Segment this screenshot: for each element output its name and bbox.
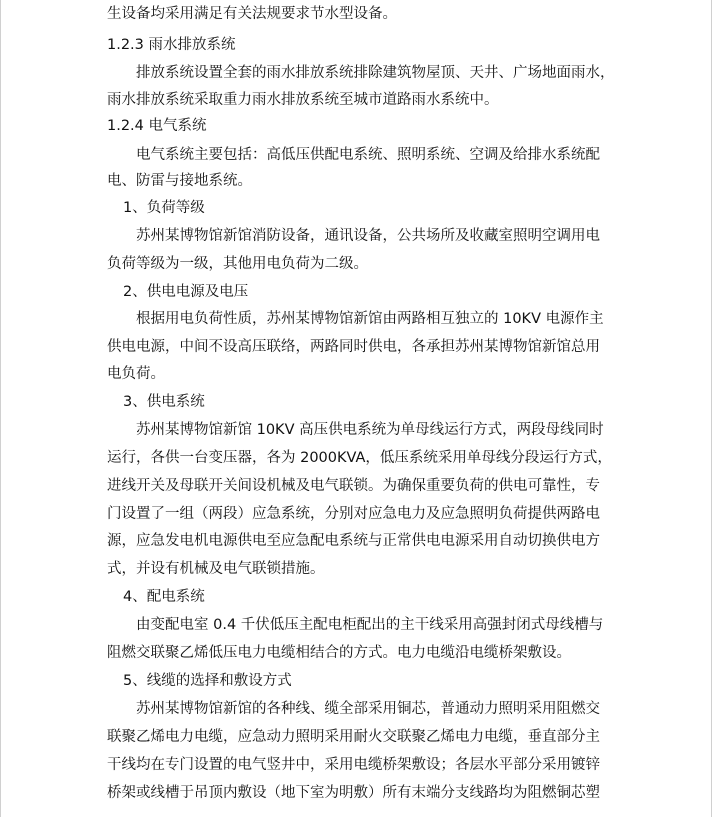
subsection-heading: 3、供电系统 — [123, 394, 205, 410]
paragraph-line: 苏州某博物馆新馆 10KV 高压供电系统为单母线运行方式，两段母线同时 — [136, 422, 604, 438]
paragraph-line: 联聚乙烯电力电缆，应急动力照明采用耐火交联聚乙烯电力电缆，垂直部分主 — [107, 729, 600, 745]
paragraph-line: 生设备均采用满足有关法规要求节水型设备。 — [107, 6, 397, 22]
paragraph-line: 苏州某博物馆新馆消防设备，通讯设备，公共场所及收藏室照明空调用电 — [136, 228, 600, 244]
paragraph-line: 干线均在专门设置的电气竖井中，采用电缆桥架敷设；各层水平部分采用镀锌 — [107, 757, 600, 773]
paragraph-line: 供电电源，中间不设高压联络，两路同时供电，各承担苏州某博物馆新馆总用 — [107, 339, 600, 355]
subsection-heading: 5、线缆的选择和敷设方式 — [123, 673, 292, 689]
paragraph-line: 进线开关及母联开关间设机械及电气联锁。为确保重要负荷的供电可靠性，专 — [107, 478, 600, 494]
paragraph-line: 电气系统主要包括：高低压供配电系统、照明系统、空调及给排水系统配 — [136, 147, 600, 163]
paragraph-line: 源，应急发电机电源供电至应急配电系统与正常供电电源采用自动切换供电方 — [107, 533, 600, 549]
paragraph-line: 阻燃交联聚乙烯低压电力电缆相结合的方式。电力电缆沿电缆桥架敷设。 — [107, 645, 571, 661]
subsection-heading: 4、配电系统 — [123, 589, 205, 605]
paragraph-line: 由变配电室 0.4 千伏低压主配电柜配出的主干线采用高强封闭式母线槽与 — [136, 617, 604, 633]
paragraph-line: 苏州某博物馆新馆的各种线、缆全部采用铜芯，普通动力照明采用阻燃交 — [136, 701, 600, 717]
paragraph-line: 式，并设有机械及电气联锁措施。 — [107, 561, 325, 577]
paragraph-line: 电、防雷与接地系统。 — [107, 173, 252, 189]
paragraph-line: 门设置了一组（两段）应急系统，分别对应急电力及应急照明负荷提供两路电 — [107, 506, 600, 522]
paragraph-line: 运行，各供一台变压器，各为 2000KVA，低压系统采用单母线分段运行方式， — [107, 450, 612, 466]
subsection-heading: 2、供电电源及电压 — [123, 284, 249, 300]
paragraph-line: 根据用电负荷性质，苏州某博物馆新馆由两路相互独立的 10KV 电源作主 — [136, 311, 604, 327]
paragraph-line: 桥架或线槽于吊顶内敷设（地下室为明敷）所有末端分支线路均为阻燃铜芯塑 — [107, 785, 600, 801]
paragraph-line: 负荷等级为一级，其他用电负荷为二级。 — [107, 256, 368, 272]
paragraph-line: 雨水排放系统采取重力雨水排放系统至城市道路雨水系统中。 — [107, 92, 499, 108]
section-heading: 1.2.3 雨水排放系统 — [107, 37, 236, 53]
paragraph-line: 电负荷。 — [107, 366, 165, 382]
section-heading: 1.2.4 电气系统 — [107, 118, 207, 134]
paragraph-line: 排放系统设置全套的雨水排放系统排除建筑物屋顶、天井、广场地面雨水， — [136, 65, 615, 81]
subsection-heading: 1、负荷等级 — [123, 200, 205, 216]
